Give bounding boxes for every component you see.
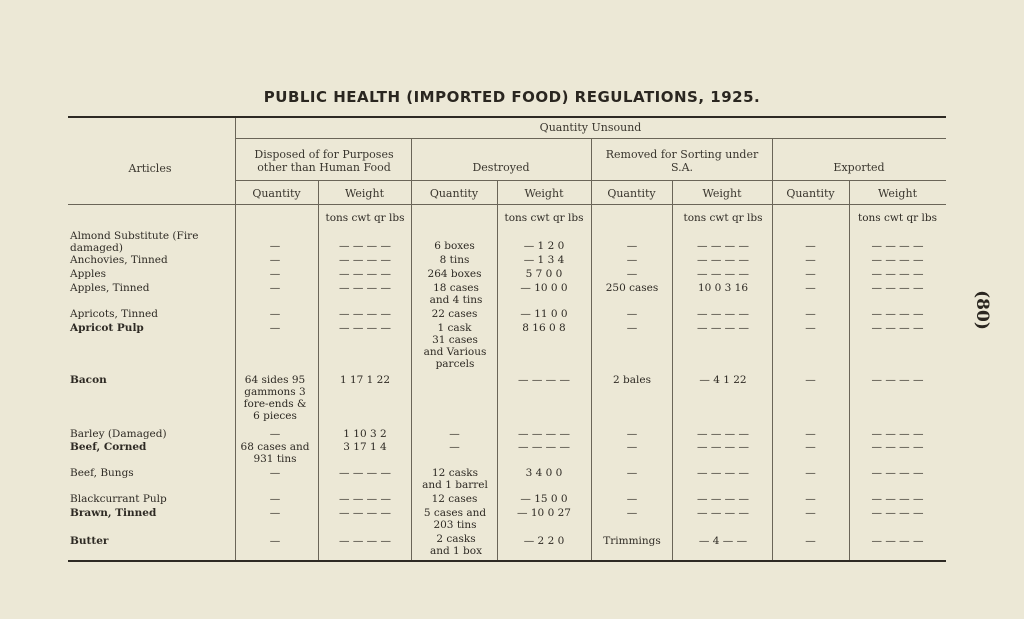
destroyed-weight: 8 16 0 8 — [522, 322, 566, 334]
article-name: Apricots, Tinned — [70, 308, 158, 320]
units-label: tons cwt qr lbs — [683, 212, 763, 224]
removed-weight: — — — — — [696, 254, 749, 266]
destroyed-weight: — 15 0 0 — [520, 493, 568, 505]
exported-quantity: — — [805, 441, 816, 453]
article-name: Almond Substitute (Fire damaged) — [70, 230, 199, 254]
disposed-quantity: — — [269, 308, 281, 320]
exported-weight: — — — — — [871, 441, 924, 453]
exported-weight: — — — — — [871, 507, 924, 519]
exported-weight: — — — — — [871, 493, 924, 505]
article-name: Apricot Pulp — [70, 322, 144, 334]
destroyed-quantity: — — [449, 441, 460, 453]
page-title: PUBLIC HEALTH (IMPORTED FOOD) REGULATIONS, 1925. — [263, 88, 761, 106]
exported-weight: — — — — — [871, 467, 924, 479]
removed-weight: — — — — — [696, 322, 749, 334]
disposed-quantity: — — [269, 428, 281, 440]
removed-quantity: — — [626, 467, 638, 479]
exported-quantity: — — [805, 254, 816, 266]
exported-weight: — — — — — [871, 374, 924, 386]
header-bottom-rule — [68, 204, 946, 205]
disposed-quantity: — — [269, 282, 281, 294]
header-removed: Removed for Sorting under S.A. — [605, 148, 759, 174]
destroyed-weight: — 1 3 4 — [523, 254, 565, 266]
exported-quantity: — — [805, 493, 816, 505]
removed-weight: — — — — — [696, 493, 749, 505]
units-label: tons cwt qr lbs — [857, 212, 937, 224]
removed-quantity: — — [626, 254, 638, 266]
disposed-quantity: — — [269, 467, 281, 479]
destroyed-quantity: 5 cases and 203 tins — [423, 507, 487, 531]
destroyed-quantity: 31 cases and Various parcels — [423, 334, 487, 370]
header-weight: Weight — [702, 187, 742, 200]
header-articles: Articles — [128, 162, 172, 175]
disposed-weight: 1 17 1 22 — [339, 374, 391, 386]
exported-quantity: — — [805, 322, 816, 334]
exported-quantity: — — [805, 467, 816, 479]
destroyed-quantity: — — [449, 428, 460, 440]
exported-weight: — — — — — [871, 535, 924, 547]
header-quantity-unsound: Quantity Unsound — [539, 121, 642, 134]
disposed-weight: 1 10 3 2 — [343, 428, 387, 440]
exported-weight: — — — — — [871, 254, 924, 266]
removed-quantity: Trimmings — [603, 535, 661, 547]
removed-quantity: — — [626, 428, 638, 440]
article-name: Anchovies, Tinned — [70, 254, 168, 266]
destroyed-quantity: 12 casks and 1 barrel — [422, 467, 488, 491]
exported-quantity: — — [805, 308, 816, 320]
destroyed-weight: — 11 0 0 — [520, 308, 568, 320]
removed-weight: — — — — — [696, 428, 749, 440]
header-quantity: Quantity — [786, 187, 835, 200]
exported-weight: — — — — — [871, 282, 924, 294]
destroyed-weight: — 10 0 0 — [520, 282, 568, 294]
exported-quantity: — — [805, 268, 816, 280]
exported-quantity: — — [805, 374, 816, 386]
article-name: Brawn, Tinned — [70, 507, 157, 519]
disposed-quantity: 68 cases and 931 tins — [240, 441, 310, 465]
header-weight: Weight — [878, 187, 917, 200]
exported-quantity: — — [805, 282, 816, 294]
disposed-weight: — — — — — [338, 254, 391, 266]
removed-quantity: 2 bales — [613, 374, 651, 386]
units-label: tons cwt qr lbs — [325, 212, 405, 224]
disposed-weight: — — — — — [338, 322, 391, 334]
disposed-weight: — — — — — [338, 507, 391, 519]
destroyed-quantity: 264 boxes — [427, 268, 482, 280]
header-quantity: Quantity — [429, 187, 479, 200]
exported-quantity: — — [805, 507, 816, 519]
removed-weight: 10 0 3 16 — [697, 282, 749, 294]
disposed-weight: — — — — — [338, 282, 391, 294]
disposed-weight: — — — — — [338, 240, 391, 252]
removed-quantity: — — [626, 493, 638, 505]
exported-quantity: — — [805, 428, 816, 440]
disposed-weight: — — — — — [338, 535, 391, 547]
disposed-quantity: — — [269, 268, 281, 280]
removed-weight: — — — — — [696, 441, 749, 453]
destroyed-quantity: 12 cases — [431, 493, 478, 505]
destroyed-quantity: 1 cask — [437, 322, 472, 334]
article-name: Bacon — [70, 374, 107, 386]
exported-weight: — — — — — [871, 268, 924, 280]
header-quantity: Quantity — [607, 187, 656, 200]
removed-weight: — — — — — [696, 467, 749, 479]
exported-weight: — — — — — [871, 322, 924, 334]
destroyed-quantity: 2 casks and 1 box — [429, 533, 483, 557]
removed-quantity: — — [626, 507, 638, 519]
destroyed-weight: 5 7 0 0 — [525, 268, 563, 280]
table-bottom-rule — [68, 560, 946, 562]
removed-quantity: — — [626, 441, 638, 453]
disposed-weight: 3 17 1 4 — [343, 441, 387, 453]
header-quantity: Quantity — [252, 187, 301, 200]
disposed-quantity: — — [269, 322, 281, 334]
removed-weight: — 4 — — — [698, 535, 748, 547]
removed-quantity: — — [626, 268, 638, 280]
destroyed-weight: 3 4 0 0 — [525, 467, 563, 479]
article-name: Beef, Corned — [70, 441, 147, 453]
disposed-quantity: — — [269, 254, 281, 266]
disposed-quantity: — — [269, 507, 281, 519]
disposed-weight: — — — — — [338, 467, 391, 479]
article-name: Barley (Damaged) — [70, 428, 167, 440]
destroyed-quantity: 22 cases — [431, 308, 478, 320]
destroyed-weight: — 10 0 27 — [517, 507, 571, 519]
article-name: Blackcurrant Pulp — [70, 493, 167, 505]
removed-quantity: — — [626, 240, 638, 252]
article-name: Apples — [70, 268, 106, 280]
exported-quantity: — — [805, 535, 816, 547]
disposed-weight: — — — — — [338, 308, 391, 320]
disposed-quantity: — — [269, 493, 281, 505]
header-weight: Weight — [524, 187, 564, 200]
removed-weight: — — — — — [696, 507, 749, 519]
header-weight: Weight — [345, 187, 384, 200]
exported-quantity: — — [805, 240, 816, 252]
removed-weight: — — — — — [696, 308, 749, 320]
destroyed-weight: — 2 2 0 — [523, 535, 565, 547]
removed-quantity: — — [626, 308, 638, 320]
exported-weight: — — — — — [871, 240, 924, 252]
col-divider — [318, 180, 319, 560]
article-name: Butter — [70, 535, 109, 547]
header-destroyed: Destroyed — [472, 161, 530, 174]
disposed-weight: — — — — — [338, 493, 391, 505]
article-name: Apples, Tinned — [70, 282, 150, 294]
removed-quantity: 250 cases — [605, 282, 659, 294]
removed-weight: — 4 1 22 — [699, 374, 747, 386]
destroyed-quantity: 8 tins — [439, 254, 470, 266]
destroyed-weight: — — — — — [517, 441, 570, 453]
exported-weight: — — — — — [871, 308, 924, 320]
removed-weight: — — — — — [696, 240, 749, 252]
destroyed-weight: — 1 2 0 — [523, 240, 565, 252]
units-label: tons cwt qr lbs — [504, 212, 584, 224]
exported-weight: — — — — — [871, 428, 924, 440]
disposed-quantity: 64 sides 95 gammons 3 fore-ends & 6 pieces — [243, 374, 307, 422]
destroyed-weight: — — — — — [517, 374, 570, 386]
removed-weight: — — — — — [696, 268, 749, 280]
destroyed-quantity: 18 cases and 4 tins — [429, 282, 483, 306]
destroyed-quantity: 6 boxes — [434, 240, 475, 252]
header-disposed: Disposed of for Purposes other than Human Food — [254, 148, 394, 174]
removed-quantity: — — [626, 322, 638, 334]
destroyed-weight: — — — — — [517, 428, 570, 440]
disposed-quantity: — — [269, 535, 281, 547]
header-exported: Exported — [833, 161, 885, 174]
article-name: Beef, Bungs — [70, 467, 134, 479]
disposed-weight: — — — — — [338, 268, 391, 280]
table-top-rule — [68, 116, 946, 118]
page-number: (80) — [971, 290, 992, 330]
disposed-quantity: — — [269, 240, 281, 252]
